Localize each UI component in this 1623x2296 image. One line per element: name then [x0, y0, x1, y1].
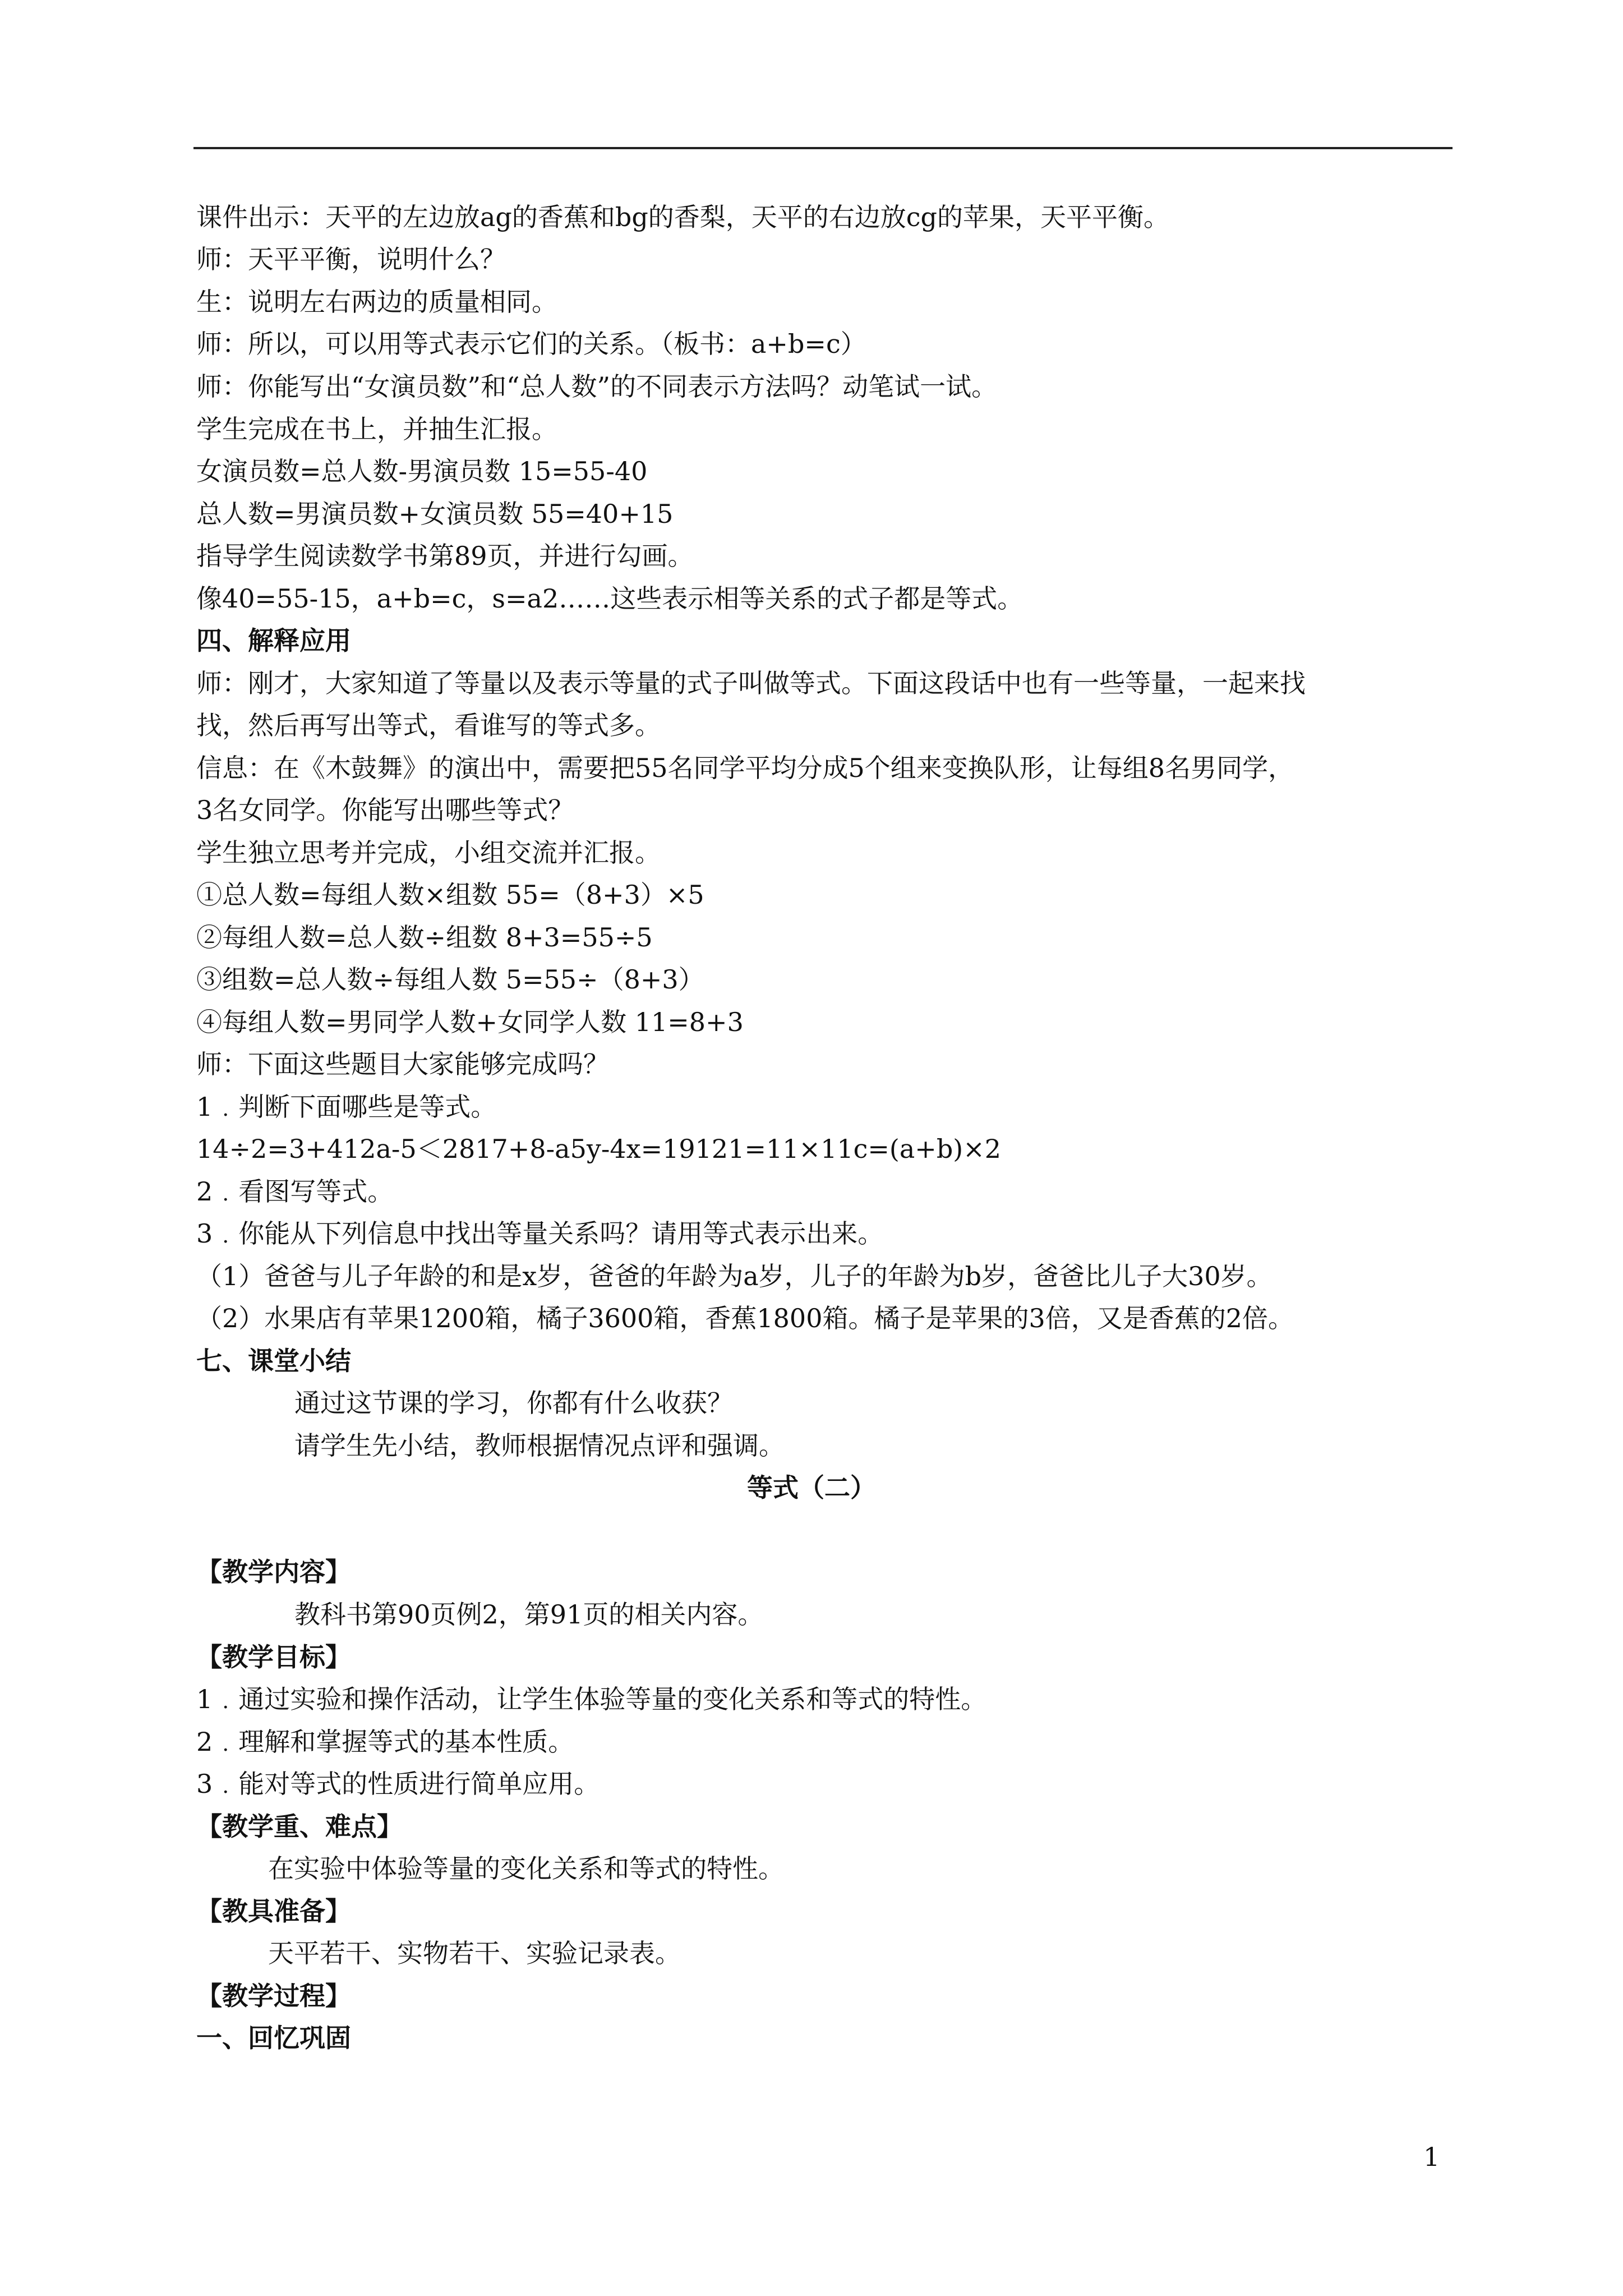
text-line: 找，然后再写出等式，看谁写的等式多。 — [196, 710, 661, 740]
text-line: 3﹒能对等式的性质进行简单应用。 — [196, 1769, 600, 1799]
section-heading: 【教学过程】 — [196, 1981, 351, 2011]
text-line: ④每组人数=男同学人数+女同学人数 11=8+3 — [196, 1007, 744, 1037]
text-line: 1﹒判断下面哪些是等式。 — [196, 1092, 497, 1122]
lesson-title: 等式（二） — [747, 1473, 876, 1503]
text-line: 指导学生阅读数学书第89页，并进行勾画。 — [196, 541, 694, 571]
section-heading: 【教学内容】 — [196, 1557, 351, 1587]
text-line: 在实验中体验等量的变化关系和等式的特性。 — [268, 1853, 784, 1884]
text-line: 师：所以，可以用等式表示它们的关系。（板书：a+b=c） — [196, 329, 866, 359]
text-line: 天平若干、实物若干、实验记录表。 — [268, 1938, 681, 1968]
text-line: 学生独立思考并完成，小组交流并汇报。 — [196, 838, 661, 868]
text-line: 学生完成在书上，并抽生汇报。 — [196, 414, 557, 444]
text-line: 像40=55-15，a+b=c，s=a2……这些表示相等关系的式子都是等式。 — [196, 583, 1023, 614]
text-line: 2﹒理解和掌握等式的基本性质。 — [196, 1727, 574, 1757]
section-heading: 【教学重、难点】 — [196, 1811, 403, 1842]
text-line: （1）爸爸与儿子年龄的和是x岁，爸爸的年龄为a岁，儿子的年龄为b岁，爸爸比儿子大30岁。 — [196, 1261, 1272, 1291]
section-heading: 【教学目标】 — [196, 1642, 351, 1672]
text-line: ②每组人数=总人数÷组数 8+3=55÷5 — [196, 922, 653, 953]
text-line: 生：说明左右两边的质量相同。 — [196, 287, 557, 317]
text-line: 2﹒看图写等式。 — [196, 1176, 394, 1207]
text-line: 信息：在《木鼓舞》的演出中，需要把55名同学平均分成5个组来变换队形，让每组8名男同学， — [196, 753, 1294, 783]
text-line: ①总人数=每组人数×组数 55=（8+3）×5 — [196, 880, 704, 910]
section-heading: 四、解释应用 — [196, 625, 351, 656]
section-heading: 【教具准备】 — [196, 1896, 351, 1926]
text-line: 女演员数=总人数-男演员数 15=55-40 — [196, 456, 648, 486]
section-heading: 七、课堂小结 — [196, 1346, 351, 1376]
text-line: （2）水果店有苹果1200箱，橘子3600箱，香蕉1800箱。橘子是苹果的3倍，又是香蕉的2倍。 — [196, 1303, 1294, 1333]
text-line: 总人数=男演员数+女演员数 55=40+15 — [196, 499, 674, 529]
text-line: 3名女同学。你能写出哪些等式？ — [196, 795, 574, 825]
text-line: 3﹒你能从下列信息中找出等量关系吗？请用等式表示出来。 — [196, 1218, 884, 1249]
text-line: 师：刚才，大家知道了等量以及表示等量的式子叫做等式。下面这段话中也有一些等量，一起来找 — [196, 668, 1306, 698]
text-line: 课件出示：天平的左边放ag的香蕉和bg的香梨，天平的右边放cg的苹果，天平平衡。 — [196, 202, 1169, 232]
section-heading: 一、回忆巩固 — [196, 2023, 351, 2053]
page-number: 1 — [1423, 2142, 1440, 2172]
header-rule — [193, 147, 1453, 149]
text-line: 教科书第90页例2，第91页的相关内容。 — [294, 1599, 764, 1630]
text-line: 14÷2=3+412a-5＜2817+8-a5y-4x=19121=11×11c=(a+b)×2 — [196, 1134, 1002, 1164]
text-line: 请学生先小结，教师根据情况点评和强调。 — [294, 1430, 785, 1461]
text-line: 师：下面这些题目大家能够完成吗？ — [196, 1049, 609, 1079]
text-line: 师：天平平衡，说明什么？ — [196, 244, 506, 274]
text-line: 师：你能写出“女演员数”和“总人数”的不同表示方法吗？动笔试一试。 — [196, 371, 998, 402]
text-line: 1﹒通过实验和操作活动，让学生体验等量的变化关系和等式的特性。 — [196, 1684, 987, 1714]
text-line: ③组数=总人数÷每组人数 5=55÷（8+3） — [196, 964, 704, 995]
text-line: 通过这节课的学习，你都有什么收获？ — [294, 1388, 733, 1418]
